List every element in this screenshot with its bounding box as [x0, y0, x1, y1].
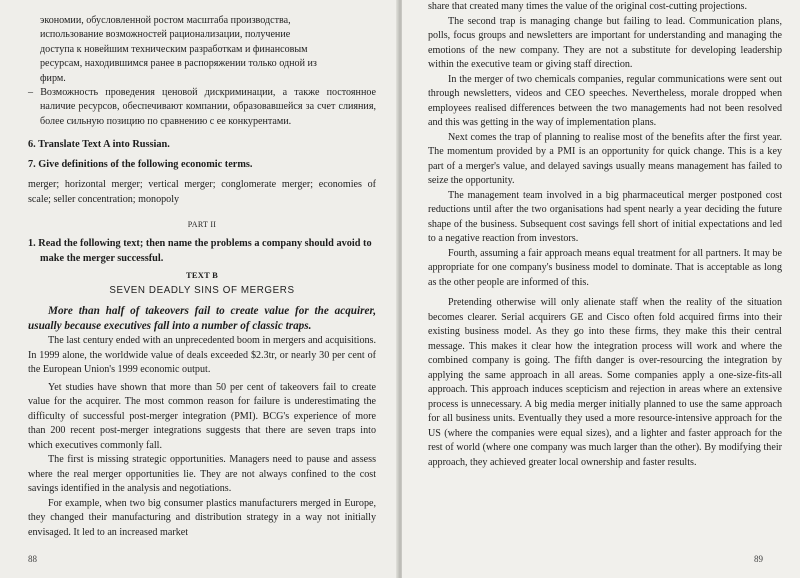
- task-1: 1. Read the following text; then name the problems a company should avoid to make the merger successful.: [28, 238, 372, 264]
- paragraph: The last century ended with an unprecedented boom in mergers and acquisitions. In 1999 alone, the worldwide value of deals exceeded $2.3tr, or nearly 30 per cent of the European Union's 1999 economic output.: [28, 335, 376, 376]
- paragraph: Yet studies have shown that more than 50 per cent of takeovers fail to create value for the acquirer. The most common reason for failure is underestimating the difficulty of successful post-merger integration (PMI). BCG's experience of more than 200 recent post-merger integrations suggests that there are seven traps into which executives commonly fall.: [28, 381, 376, 451]
- paragraph: The first is missing strategic opportunities. Managers need to pause and assess where the real merger opportunities lie. They are not always confined to the cost savings identified in the analysis and negotiations.: [28, 454, 376, 495]
- paragraph: Pretending otherwise will only alienate staff when the reality of the situation becomes clearer. Serial acquirers GE and Cisco often fold acquired firms into their existing business model. As they go into these firms, they make this their central message. This makes it clear how the integration process will work and where the combined company is going. The fifth danger is over-resourcing the integration by applying the same approach in all areas. Some companies apply a one-size-fits-all approach. This approach induces scepticism and rejection in areas where an extensive process is unnecessary. A big media merger initially planned to use the same approach for all business units. Eventually they used a more resource-intensive approach for the US (where the companies were equal sizes), and a lighter and faster approach for the rest of world (where one company was much larger than the other). By modifying their approach, they achieved greater local ownership and faster results.: [428, 297, 782, 468]
- right-page-text: [428, 0, 782, 470]
- paragraph: In the merger of two chemicals companies, regular communications were sent out through newsletters, videos and CEO speeches. Nevertheless, morale dropped when employees realised differences between the two managements had not been resolved and this was getting in the way of implementation plans.: [428, 73, 782, 128]
- paragraph: The management team involved in a big pharmaceutical merger postponed cost reductions until after the two organisations had spent nearly a year deciding the future shape of the business. Subsequent cost savings fell short of initial expectations and led to a negative reaction from investors.: [428, 189, 782, 244]
- left-page-text: [28, 0, 376, 540]
- paragraph: For example, when two big consumer plastics manufacturers merged in Europe, they changed their manufacturing and distribution strategy in a way not initially envisaged. It led to an increased market: [28, 497, 376, 538]
- article-title: SEVEN DEADLY SINS OF MERGERS: [109, 285, 295, 297]
- economic-terms: merger; horizontal merger; vertical merger; conglomerate merger; economies of scale; seller concentration; monopoly: [28, 179, 376, 205]
- russian-line: доступа к новейшим техническим разработкам и финансовым: [40, 43, 308, 55]
- russian-line: экономии, обусловленной ростом масштаба производства,: [40, 15, 291, 26]
- paragraph: The second trap is managing change but failing to lead. Communication plans, polls, focus groups and newsletters are important for understanding and managing the emotions of the new company. They are not a substitute for developing leadership within the executive team or giving staff direction.: [428, 15, 782, 70]
- left-page: [0, 0, 398, 578]
- russian-line: использование возможностей рационализации, получение: [40, 29, 291, 41]
- task-7: 7. Give definitions of the following economic terms.: [28, 158, 253, 170]
- russian-continuation: [28, 14, 376, 129]
- russian-line: фирм.: [40, 72, 66, 84]
- part-heading: PART II: [187, 220, 217, 230]
- paragraph: Next comes the trap of planning to realise most of the benefits after the first year. The momentum provided by a PMI is an opportunity for quick change. This is a key part of a merger's value, and delayed savings usually means management has failed to seize the opportunity.: [428, 131, 782, 186]
- article-lead: More than half of takeovers fail to create value for the acquirer, usually because executives fall into a number of classic traps.: [28, 305, 376, 333]
- russian-bullet: – Возможность проведения ценовой дискриминации, а также постоянное наличие ресурсов, обеспечивают компании, образовавшейся за счет слияния, более сильную позицию по сравнению с ее конкурентами.: [28, 87, 376, 127]
- text-label: TEXT B: [186, 270, 218, 281]
- paragraph: share that created many times the value of the original cost-cutting projections.: [428, 1, 747, 12]
- paragraph: Fourth, assuming a fair approach means equal treatment for all partners. It may be appropriate for one company's business model to dominate. That is acceptable as long as the other people are informed of this.: [428, 247, 782, 288]
- page-number: 89: [754, 554, 763, 564]
- page-number: 88: [28, 554, 37, 564]
- russian-line: ресурсам, находившимся ранее в распоряжении только одной из: [40, 58, 317, 70]
- task-6: 6. Translate Text A into Russian.: [28, 139, 170, 151]
- right-page: [402, 0, 800, 578]
